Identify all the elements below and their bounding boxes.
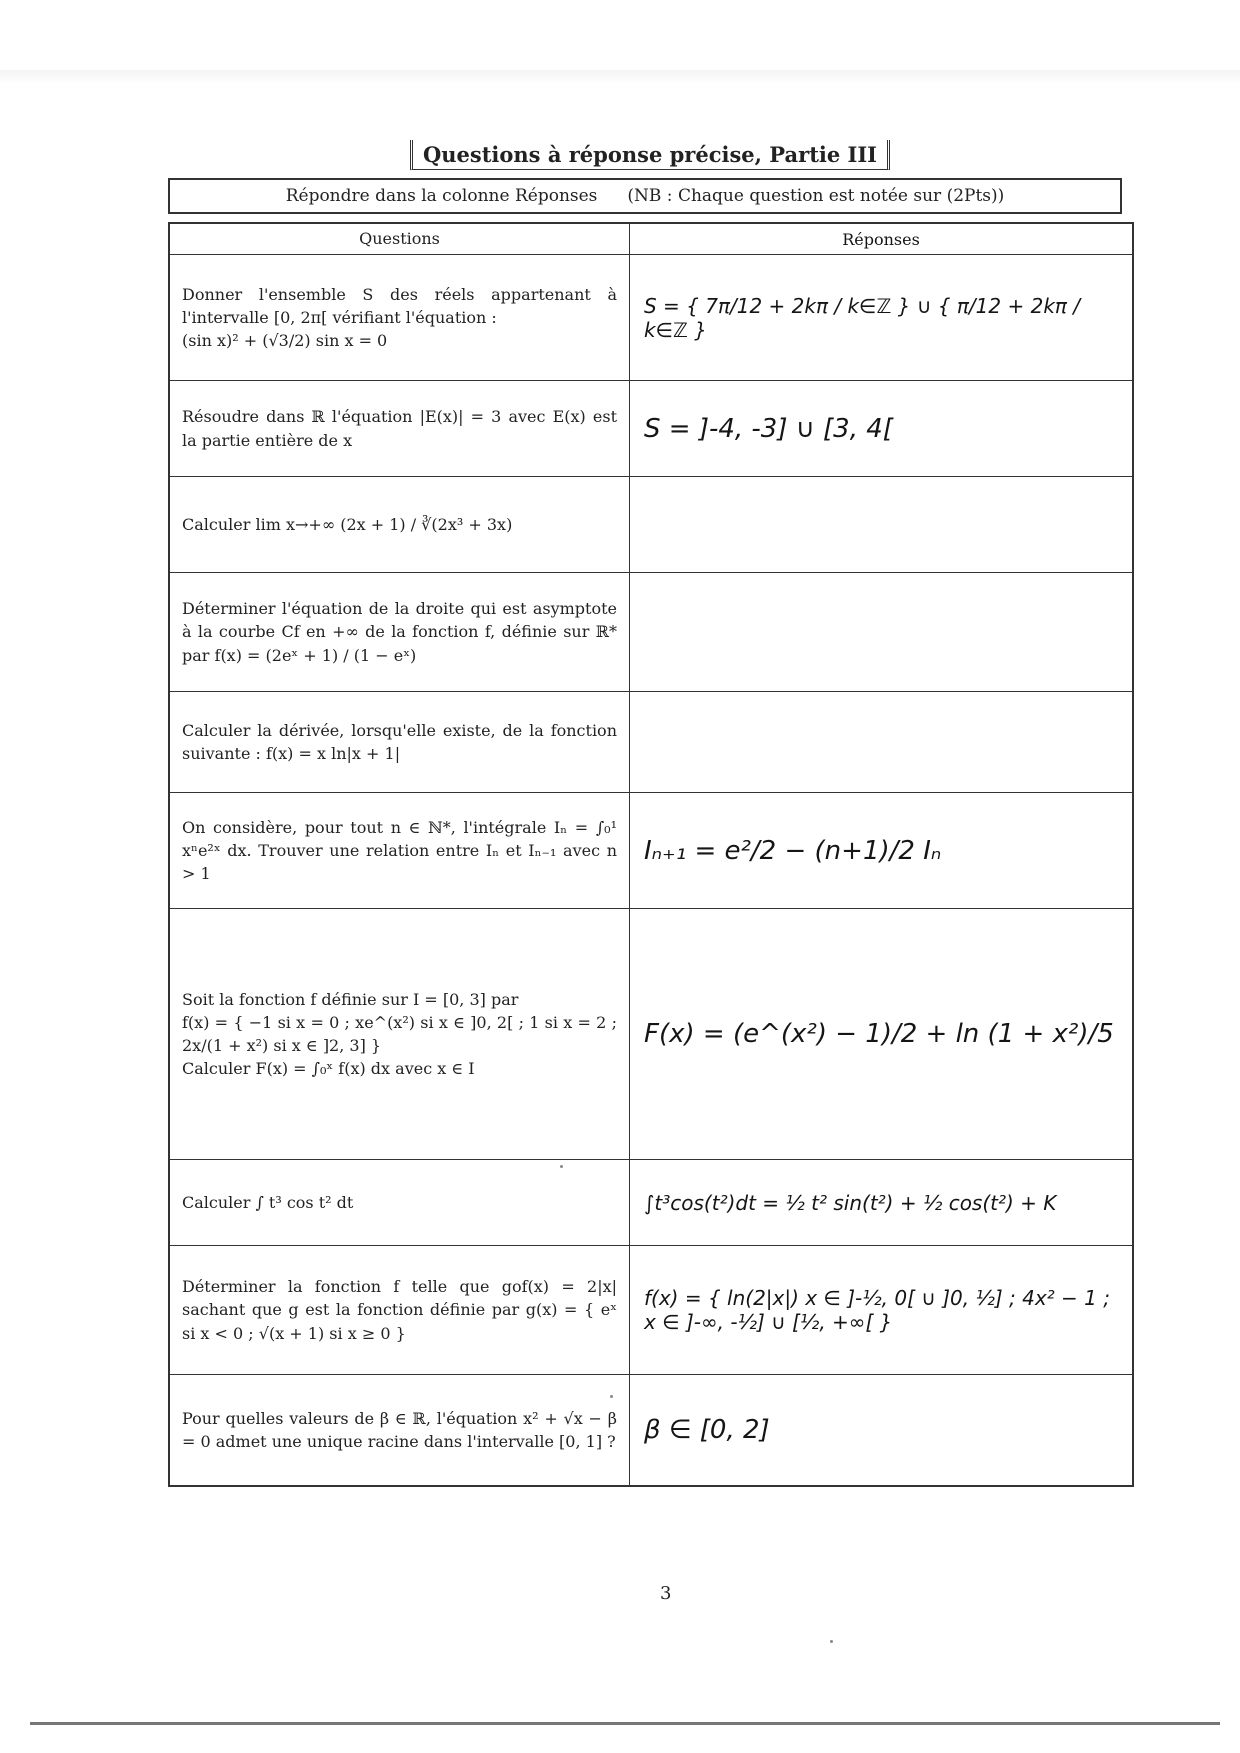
question-cell	[170, 1246, 630, 1374]
question-text: Calculer ∫ t³ cos t² dt	[182, 1192, 354, 1212]
question-text: Donner l'ensemble S des réels appartenant à l'intervalle [0, 2π[ vérifiant l'équation : (sin x)² + (√3/2) sin x = 0	[182, 284, 617, 351]
scan-bottom-edge	[30, 1722, 1220, 1725]
answer-cell	[630, 1375, 1132, 1485]
answer-cell	[630, 573, 1132, 691]
question-cell	[170, 909, 630, 1159]
question-text: Pour quelles valeurs de β ∈ ℝ, l'équation x² + √x − β = 0 admet une unique racine dans l'intervalle [0, 1] ?	[182, 1408, 617, 1451]
table-row	[170, 692, 1132, 793]
question-text: On considère, pour tout n ∈ ℕ*, l'intégrale Iₙ = ∫₀¹ xⁿe²ˣ dx. Trouver une relation entre Iₙ et Iₙ₋₁ avec n > 1	[182, 817, 617, 884]
answer-text: F(x) = (e^(x²) − 1)/2 + ln (1 + x²)/5	[644, 1019, 1114, 1049]
table-header-row	[170, 224, 1132, 255]
question-cell	[170, 477, 630, 572]
question-text: Déterminer l'équation de la droite qui est asymptote à la courbe Cf en +∞ de la fonction f, définie sur ℝ* par f(x) = (2eˣ + 1) / (1 − eˣ)	[182, 599, 617, 665]
answer-text: S = ]-4, -3] ∪ [3, 4[	[644, 413, 893, 444]
instructions-right: (NB : Chaque question est notée sur (2Pts))	[627, 186, 1005, 206]
question-cell	[170, 1160, 630, 1245]
answer-text: ∫t³cos(t²)dt = ½ t² sin(t²) + ½ cos(t²) + K	[644, 1190, 1057, 1215]
scan-shadow	[0, 70, 1240, 84]
question-text: Calculer la dérivée, lorsqu'elle existe, de la fonction suivante : f(x) = x ln|x + 1|	[182, 720, 617, 763]
question-cell	[170, 573, 630, 691]
answer-cell	[630, 255, 1132, 380]
question-cell	[170, 381, 630, 476]
question-cell	[170, 692, 630, 792]
table-row	[170, 1246, 1132, 1375]
scan-speck	[830, 1640, 833, 1643]
header-answers: Réponses	[842, 229, 920, 249]
answer-cell	[630, 477, 1132, 572]
answer-text: β ∈ [0, 2]	[644, 1415, 770, 1445]
qa-table	[168, 222, 1134, 1487]
answer-text: f(x) = { ln(2|x|) x ∈ ]-½, 0[ ∪ ]0, ½] ; 4x² − 1 ; x ∈ ]-∞, -½] ∪ [½, +∞[ }	[644, 1286, 1110, 1334]
table-row	[170, 573, 1132, 692]
answer-text: S = { 7π/12 + 2kπ / k∈ℤ } ∪ { π/12 + 2kπ / k∈ℤ }	[644, 293, 1081, 342]
scan-speck	[560, 1165, 563, 1168]
answer-text: Iₙ₊₁ = e²/2 − (n+1)/2 Iₙ	[644, 835, 942, 866]
question-cell	[170, 1375, 630, 1485]
answer-cell	[630, 1160, 1132, 1245]
answer-cell	[630, 793, 1132, 908]
page-number: 3	[660, 1583, 672, 1604]
table-row	[170, 1160, 1132, 1246]
instructions-left: Répondre dans la colonne Réponses	[285, 186, 598, 206]
question-text: Soit la fonction f définie sur I = [0, 3] par f(x) = { −1 si x = 0 ; xe^(x²) si x ∈ ]0, 2[ ; 1 si x = 2 ; 2x/(1 + x²) si x ∈ ]2, 3] } Calculer F(x) = ∫₀ˣ f(x) dx avec x ∈ I	[182, 989, 617, 1079]
answer-cell	[630, 692, 1132, 792]
table-row	[170, 255, 1132, 381]
answer-cell	[630, 381, 1132, 476]
question-text: Calculer lim x→+∞ (2x + 1) / ∛(2x³ + 3x)	[182, 514, 513, 534]
instructions-box	[168, 178, 1122, 214]
table-row	[170, 381, 1132, 477]
question-cell	[170, 255, 630, 380]
table-row	[170, 477, 1132, 573]
table-row	[170, 909, 1132, 1160]
table-row	[170, 793, 1132, 909]
question-text: Déterminer la fonction f telle que gof(x) = 2|x| sachant que g est la fonction définie par g(x) = { eˣ si x < 0 ; √(x + 1) si x ≥ 0 }	[182, 1277, 617, 1343]
page-title: Questions à réponse précise, Partie III	[410, 140, 890, 170]
scan-speck	[610, 1395, 613, 1398]
question-cell	[170, 793, 630, 908]
title-container	[380, 140, 920, 178]
answer-cell	[630, 1246, 1132, 1374]
header-questions: Questions	[170, 224, 630, 254]
question-text: Résoudre dans ℝ l'équation |E(x)| = 3 avec E(x) est la partie entière de x	[182, 407, 617, 450]
table-row	[170, 1375, 1132, 1485]
answer-cell	[630, 909, 1132, 1159]
